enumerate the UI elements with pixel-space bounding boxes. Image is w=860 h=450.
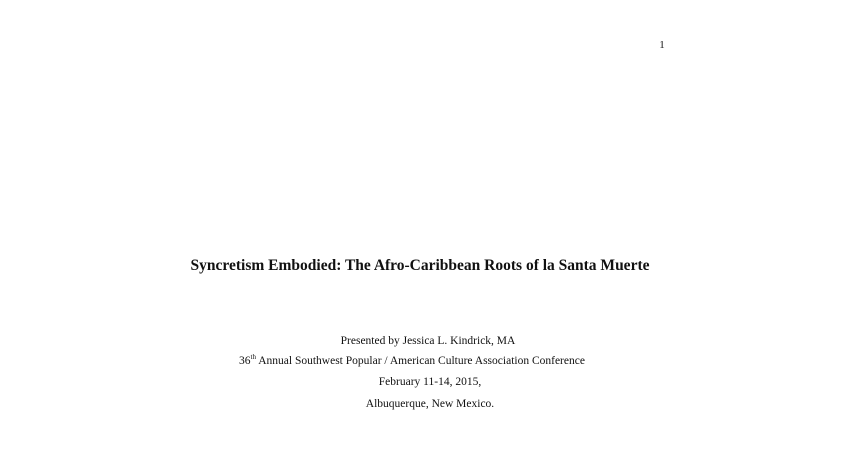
conference-line (0, 354, 842, 368)
conference-ordinal-number: 36 (239, 355, 251, 367)
conference-name: Annual Southwest Popular / American Culture Association Conference (255, 355, 585, 367)
conference-date: February 11-14, 2015, (378, 376, 482, 388)
conference-location: Albuquerque, New Mexico. (365, 398, 495, 410)
document-title: Syncretism Embodied: The Afro-Caribbean Roots of la Santa Muerte (190, 257, 650, 274)
conference-ordinal-suffix: th (250, 353, 256, 362)
presenter-line: Presented by Jessica L. Kindrick, MA (340, 335, 516, 347)
page-number: 1 (659, 39, 665, 51)
